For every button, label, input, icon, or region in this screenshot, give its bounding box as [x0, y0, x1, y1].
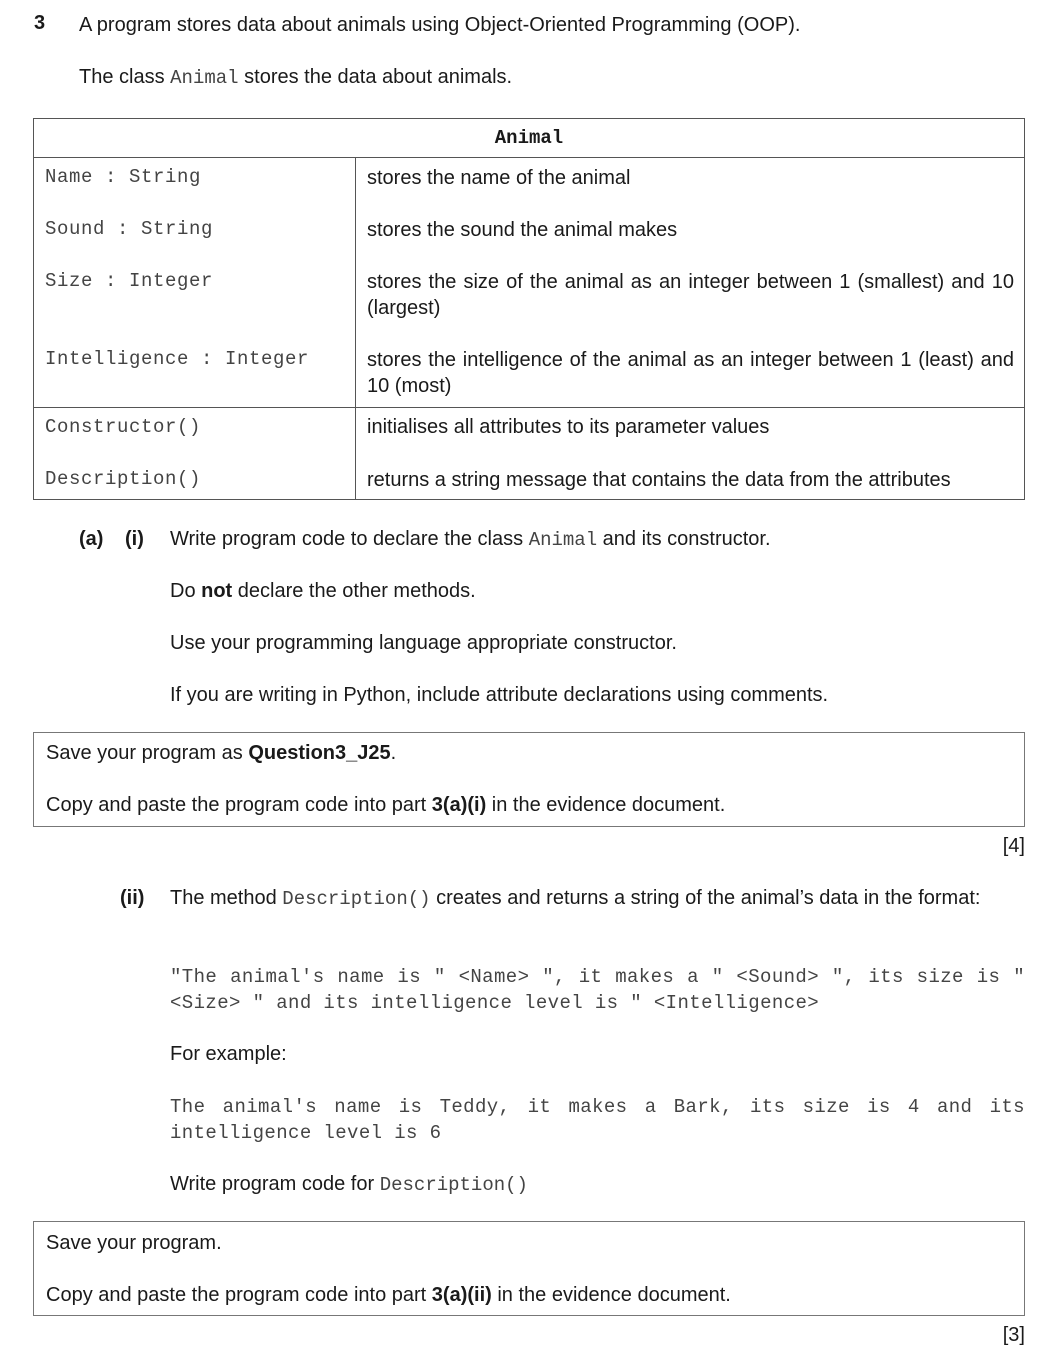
box-line2-pre: Copy and paste the program code into part: [46, 794, 432, 816]
class-sentence-post: stores the data about animals.: [238, 66, 513, 88]
attribute-description: stores the intelligence of the animal as an integer between 1 (least) and 10 (most): [367, 349, 1014, 397]
class-table-header: Animal: [34, 119, 1025, 158]
line2-pre: Do: [170, 580, 202, 602]
box-a-ii-line1: Save your program.: [46, 1232, 222, 1254]
instruction-box-a-ii: [33, 1221, 1025, 1316]
class-sentence: [79, 64, 512, 91]
line2-post: declare the other methods.: [232, 580, 476, 602]
part-a-i-line2: [170, 578, 476, 604]
box-line2-post: in the evidence document.: [486, 794, 726, 816]
attribute-name: Size : Integer: [45, 270, 214, 292]
attribute-description: stores the size of the animal as an integer between 1 (smallest) and 10 (largest): [367, 271, 1014, 319]
methods-row: [34, 408, 1025, 500]
part-a-label: (a): [79, 528, 104, 550]
method-name: Description(): [45, 468, 202, 490]
example-label: For example:: [170, 1043, 287, 1065]
box2-line2-pre: Copy and paste the program code into part: [46, 1284, 432, 1306]
ii-line1-post: creates and returns a string of the animal’s data in the format:: [430, 887, 981, 909]
class-sentence-code: Animal: [170, 67, 239, 89]
box-line2-bold: 3(a)(i): [431, 794, 487, 816]
example-code: The animal's name is Teddy, it makes a Bark, its size is 4 and its intelligence level is 6: [170, 1096, 1025, 1144]
attribute-name: Sound : String: [45, 218, 214, 240]
line1-pre: Write program code to declare the class: [170, 528, 529, 550]
line1-code: Animal: [528, 529, 598, 551]
part-ii-label: (ii): [120, 887, 145, 909]
instruction-box-a-i: [33, 732, 1025, 827]
attribute-description: stores the name of the animal: [367, 167, 631, 189]
method-description: returns a string message that contains the data from the attributes: [367, 469, 951, 491]
marks-a-i: [4]: [1002, 835, 1025, 857]
methods-desc-cell: [356, 408, 1025, 500]
method-description: initialises all attributes to its parameter values: [367, 416, 770, 438]
write-line: [170, 1171, 528, 1198]
method-name: Constructor(): [45, 416, 202, 438]
box-line1-bold: Question3_J25: [248, 742, 391, 764]
ii-line1-code: Description(): [282, 888, 431, 910]
part-a-i-line1: [170, 526, 771, 553]
question-number: 3: [34, 12, 46, 34]
part-a-i-line4: If you are writing in Python, include attribute declarations using comments.: [170, 684, 829, 706]
ii-line1-pre: The method: [170, 887, 283, 909]
box2-line2-post: in the evidence document.: [491, 1284, 731, 1306]
part-i-label: (i): [125, 528, 144, 550]
marks-a-ii: [3]: [1002, 1324, 1025, 1346]
box-line1-post: .: [390, 742, 397, 764]
part-a-ii-line1: [170, 885, 1025, 912]
box-a-i-line1: [46, 740, 396, 766]
box-a-ii-line2: [46, 1282, 731, 1308]
box-a-i-line2: [46, 792, 725, 818]
class-table: [33, 118, 1025, 500]
box2-line2-bold: 3(a)(ii): [431, 1284, 492, 1306]
attributes-desc-cell: [356, 158, 1025, 408]
write-line-code: Description(): [379, 1174, 528, 1196]
class-sentence-pre: The class: [79, 66, 171, 88]
methods-names-cell: [34, 408, 356, 500]
box-line1-pre: Save your program as: [46, 742, 249, 764]
attributes-row: [34, 158, 1025, 408]
attribute-name: Intelligence : Integer: [45, 348, 310, 370]
attribute-description: stores the sound the animal makes: [367, 219, 678, 241]
attribute-name: Name : String: [45, 166, 202, 188]
part-a-i-line3: Use your programming language appropriate constructor.: [170, 632, 677, 654]
format-code: "The animal's name is " <Name> ", it makes a " <Sound> ", its size is " <Size> " and its intelligence level is " <Intelligence>: [170, 966, 1025, 1014]
question-intro: A program stores data about animals using Object-Oriented Programming (OOP).: [79, 14, 801, 36]
attributes-names-cell: [34, 158, 356, 408]
line2-bold: not: [201, 580, 233, 602]
line1-post: and its constructor.: [597, 528, 771, 550]
write-line-pre: Write program code for: [170, 1173, 380, 1195]
